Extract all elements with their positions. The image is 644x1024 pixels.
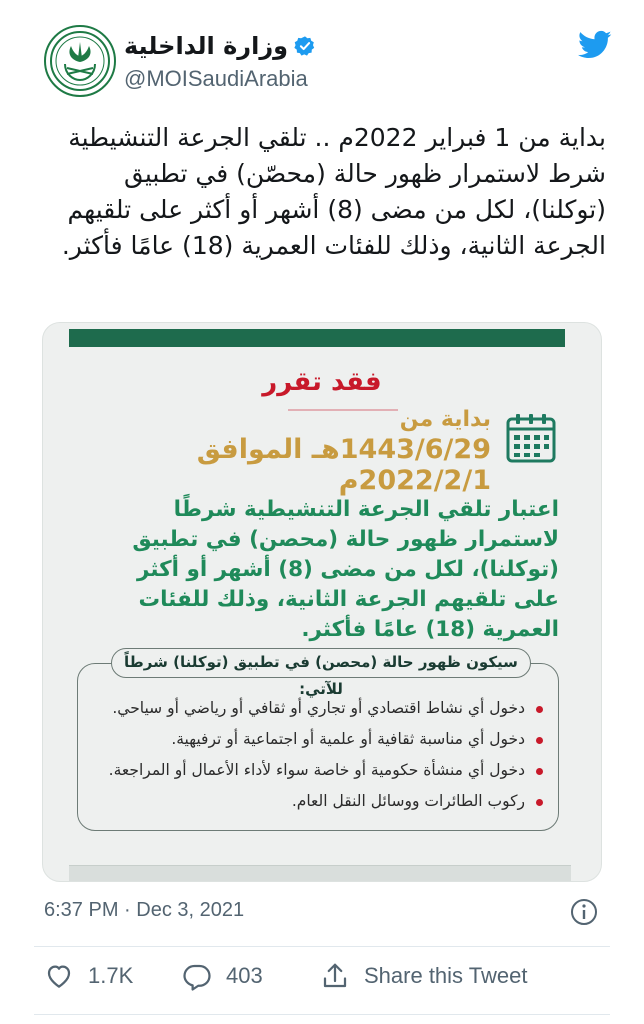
share-icon xyxy=(320,961,350,991)
reply-count: 403 xyxy=(226,963,263,988)
reply-icon xyxy=(182,961,212,991)
share-label: Share this Tweet xyxy=(364,963,528,988)
card-bottom-strip xyxy=(69,865,571,881)
card-heading: فقد تقرر xyxy=(262,367,382,397)
conditions-list xyxy=(89,693,543,817)
heart-icon xyxy=(44,961,74,991)
info-icon[interactable] xyxy=(570,898,598,926)
tweet-timestamp[interactable]: 6:37 PM · Dec 3, 2021 xyxy=(44,899,245,921)
tweet-actions xyxy=(44,958,527,994)
verified-badge-icon xyxy=(294,35,316,57)
list-item: ركوب الطائرات ووسائل النقل العام. xyxy=(89,786,543,817)
calendar-icon xyxy=(505,411,557,465)
account-name[interactable]: وزارة الداخلية xyxy=(124,32,289,60)
divider xyxy=(34,946,610,947)
card-header-bar xyxy=(69,329,565,347)
share-button[interactable] xyxy=(320,961,527,991)
avatar[interactable] xyxy=(44,25,116,97)
reply-button[interactable] xyxy=(182,961,320,991)
date-value: 1443/6/29هـ الموافق 2022/2/1م xyxy=(196,434,491,496)
tweet-text: بداية من 1 فبراير 2022م .. تلقي الجرعة التنشيطية شرط لاستمرار ظهور حالة (محصّن) في تطبيق (توكلنا)، لكل من مضى (8) أشهر أو أكثر على تلقيهم الجرعة الثانية، وذلك للفئات العمرية (18) عامًا فأكثر. xyxy=(61,123,606,260)
like-button[interactable] xyxy=(44,961,182,991)
decision-text: اعتبار تلقي الجرعة التنشيطية شرطًا لاستمرار ظهور حالة (محصن) في تطبيق (توكلنا)، لكل من مضى (8) أشهر أو أكثر على تلقيهم الجرعة الثانية، وذلك للفئات العمرية (18) عامًا فأكثر. xyxy=(132,497,559,642)
date-label: بداية من xyxy=(399,407,491,432)
like-count: 1.7K xyxy=(88,963,134,988)
tweet-image[interactable] xyxy=(42,322,602,882)
account-handle[interactable]: @MOISaudiArabia xyxy=(124,66,308,91)
divider xyxy=(34,1014,610,1015)
list-item: دخول أي نشاط اقتصادي أو تجاري أو ثقافي أو رياضي أو سياحي. xyxy=(89,693,543,724)
list-item: دخول أي مناسبة ثقافية أو علمية أو اجتماعية أو ترفيهية. xyxy=(89,724,543,755)
conditions-title: سيكون ظهور حالة (محصن) في تطبيق (توكلنا) شرطاً للآتي: xyxy=(111,648,531,678)
twitter-bird-icon[interactable] xyxy=(578,30,612,60)
list-item: دخول أي منشأة حكومية أو خاصة سواء لأداء الأعمال أو المراجعة. xyxy=(89,755,543,786)
ministry-emblem-icon xyxy=(49,30,111,92)
